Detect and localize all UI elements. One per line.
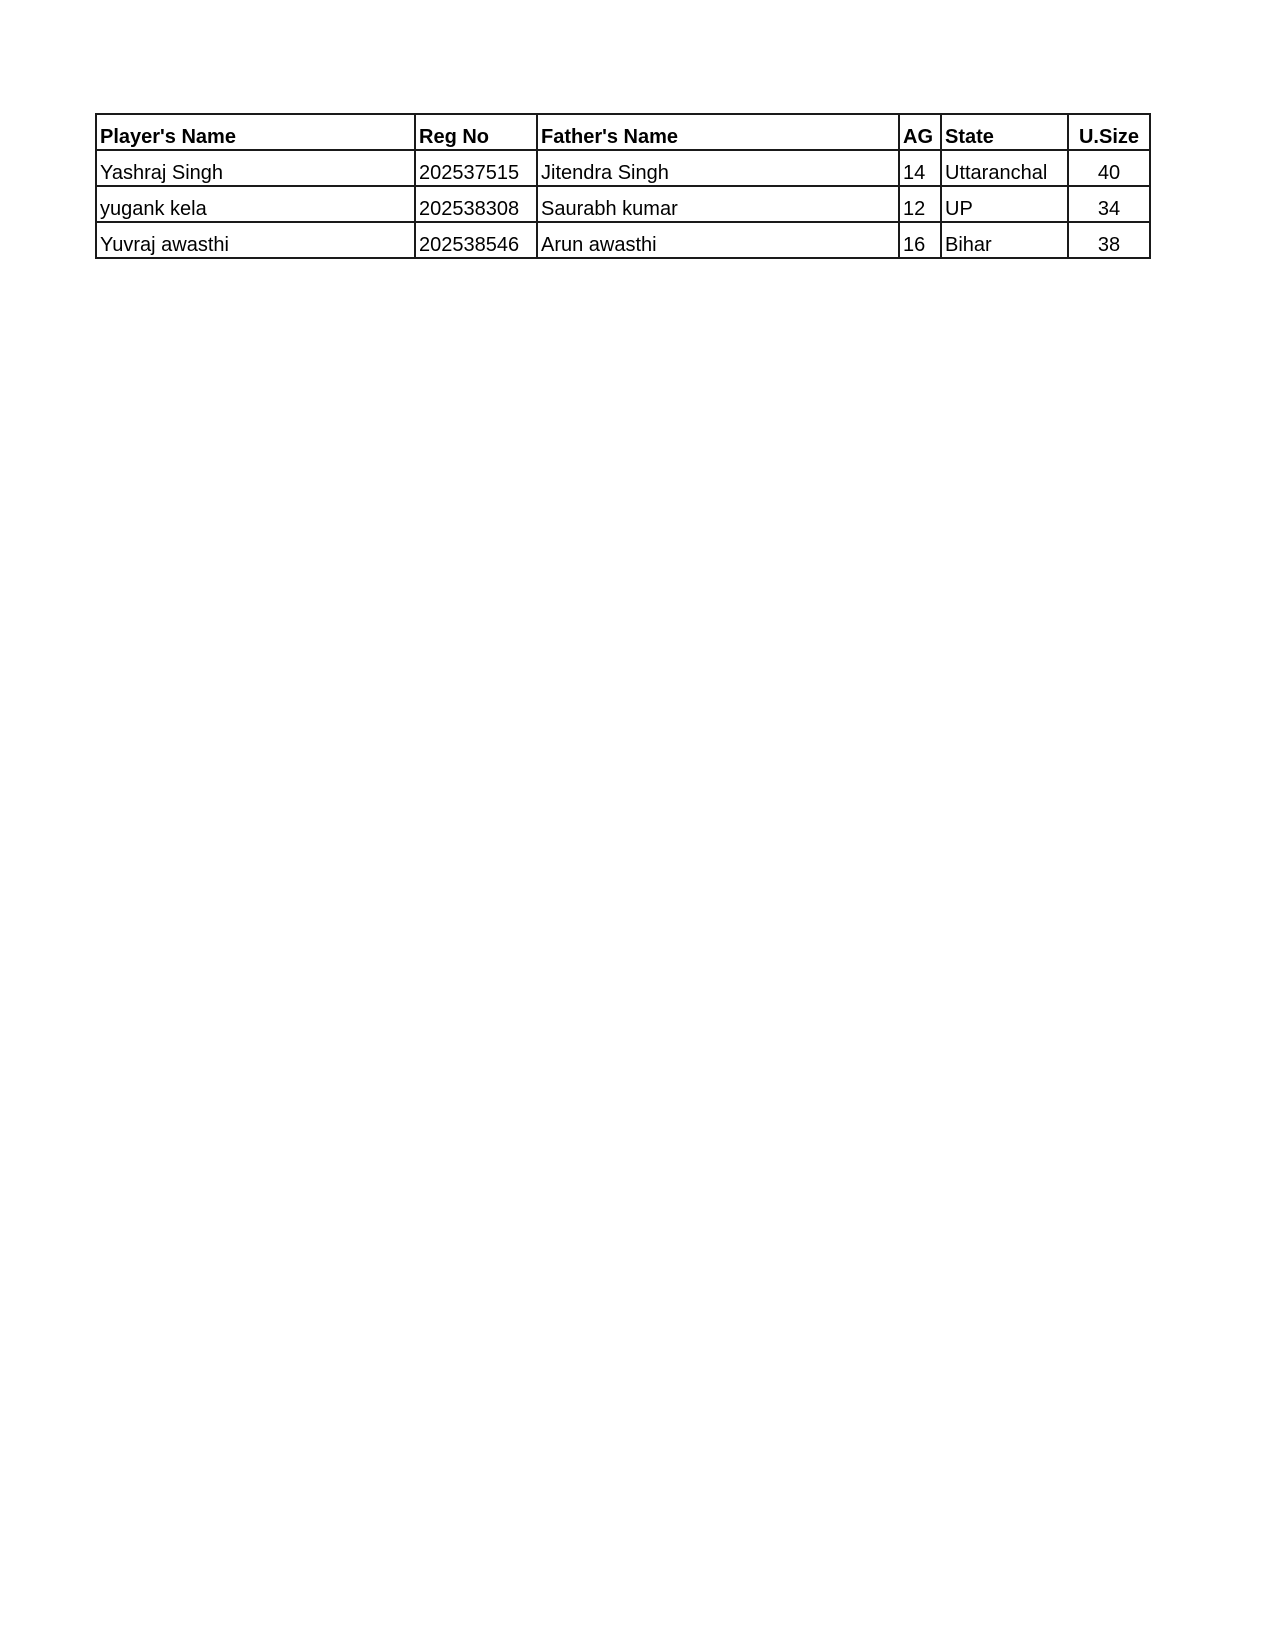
cell-father-name: Arun awasthi [537, 222, 899, 258]
header-ag: AG [899, 114, 941, 150]
table-header-row [96, 114, 1150, 150]
header-reg-no: Reg No [415, 114, 537, 150]
table-row [96, 222, 1150, 258]
cell-player-name: Yashraj Singh [96, 150, 415, 186]
cell-reg-no: 202538546 [415, 222, 537, 258]
header-u-size: U.Size [1068, 114, 1150, 150]
cell-state: Bihar [941, 222, 1068, 258]
cell-ag: 14 [899, 150, 941, 186]
cell-father-name: Jitendra Singh [537, 150, 899, 186]
header-state: State [941, 114, 1068, 150]
cell-state: UP [941, 186, 1068, 222]
cell-reg-no: 202537515 [415, 150, 537, 186]
table-row [96, 150, 1150, 186]
table-row [96, 186, 1150, 222]
cell-player-name: Yuvraj awasthi [96, 222, 415, 258]
cell-player-name: yugank kela [96, 186, 415, 222]
cell-father-name: Saurabh kumar [537, 186, 899, 222]
cell-reg-no: 202538308 [415, 186, 537, 222]
cell-u-size: 38 [1068, 222, 1150, 258]
header-players-name: Player's Name [96, 114, 415, 150]
players-table [95, 113, 1151, 259]
header-fathers-name: Father's Name [537, 114, 899, 150]
cell-u-size: 40 [1068, 150, 1150, 186]
cell-u-size: 34 [1068, 186, 1150, 222]
cell-ag: 12 [899, 186, 941, 222]
cell-ag: 16 [899, 222, 941, 258]
cell-state: Uttaranchal [941, 150, 1068, 186]
